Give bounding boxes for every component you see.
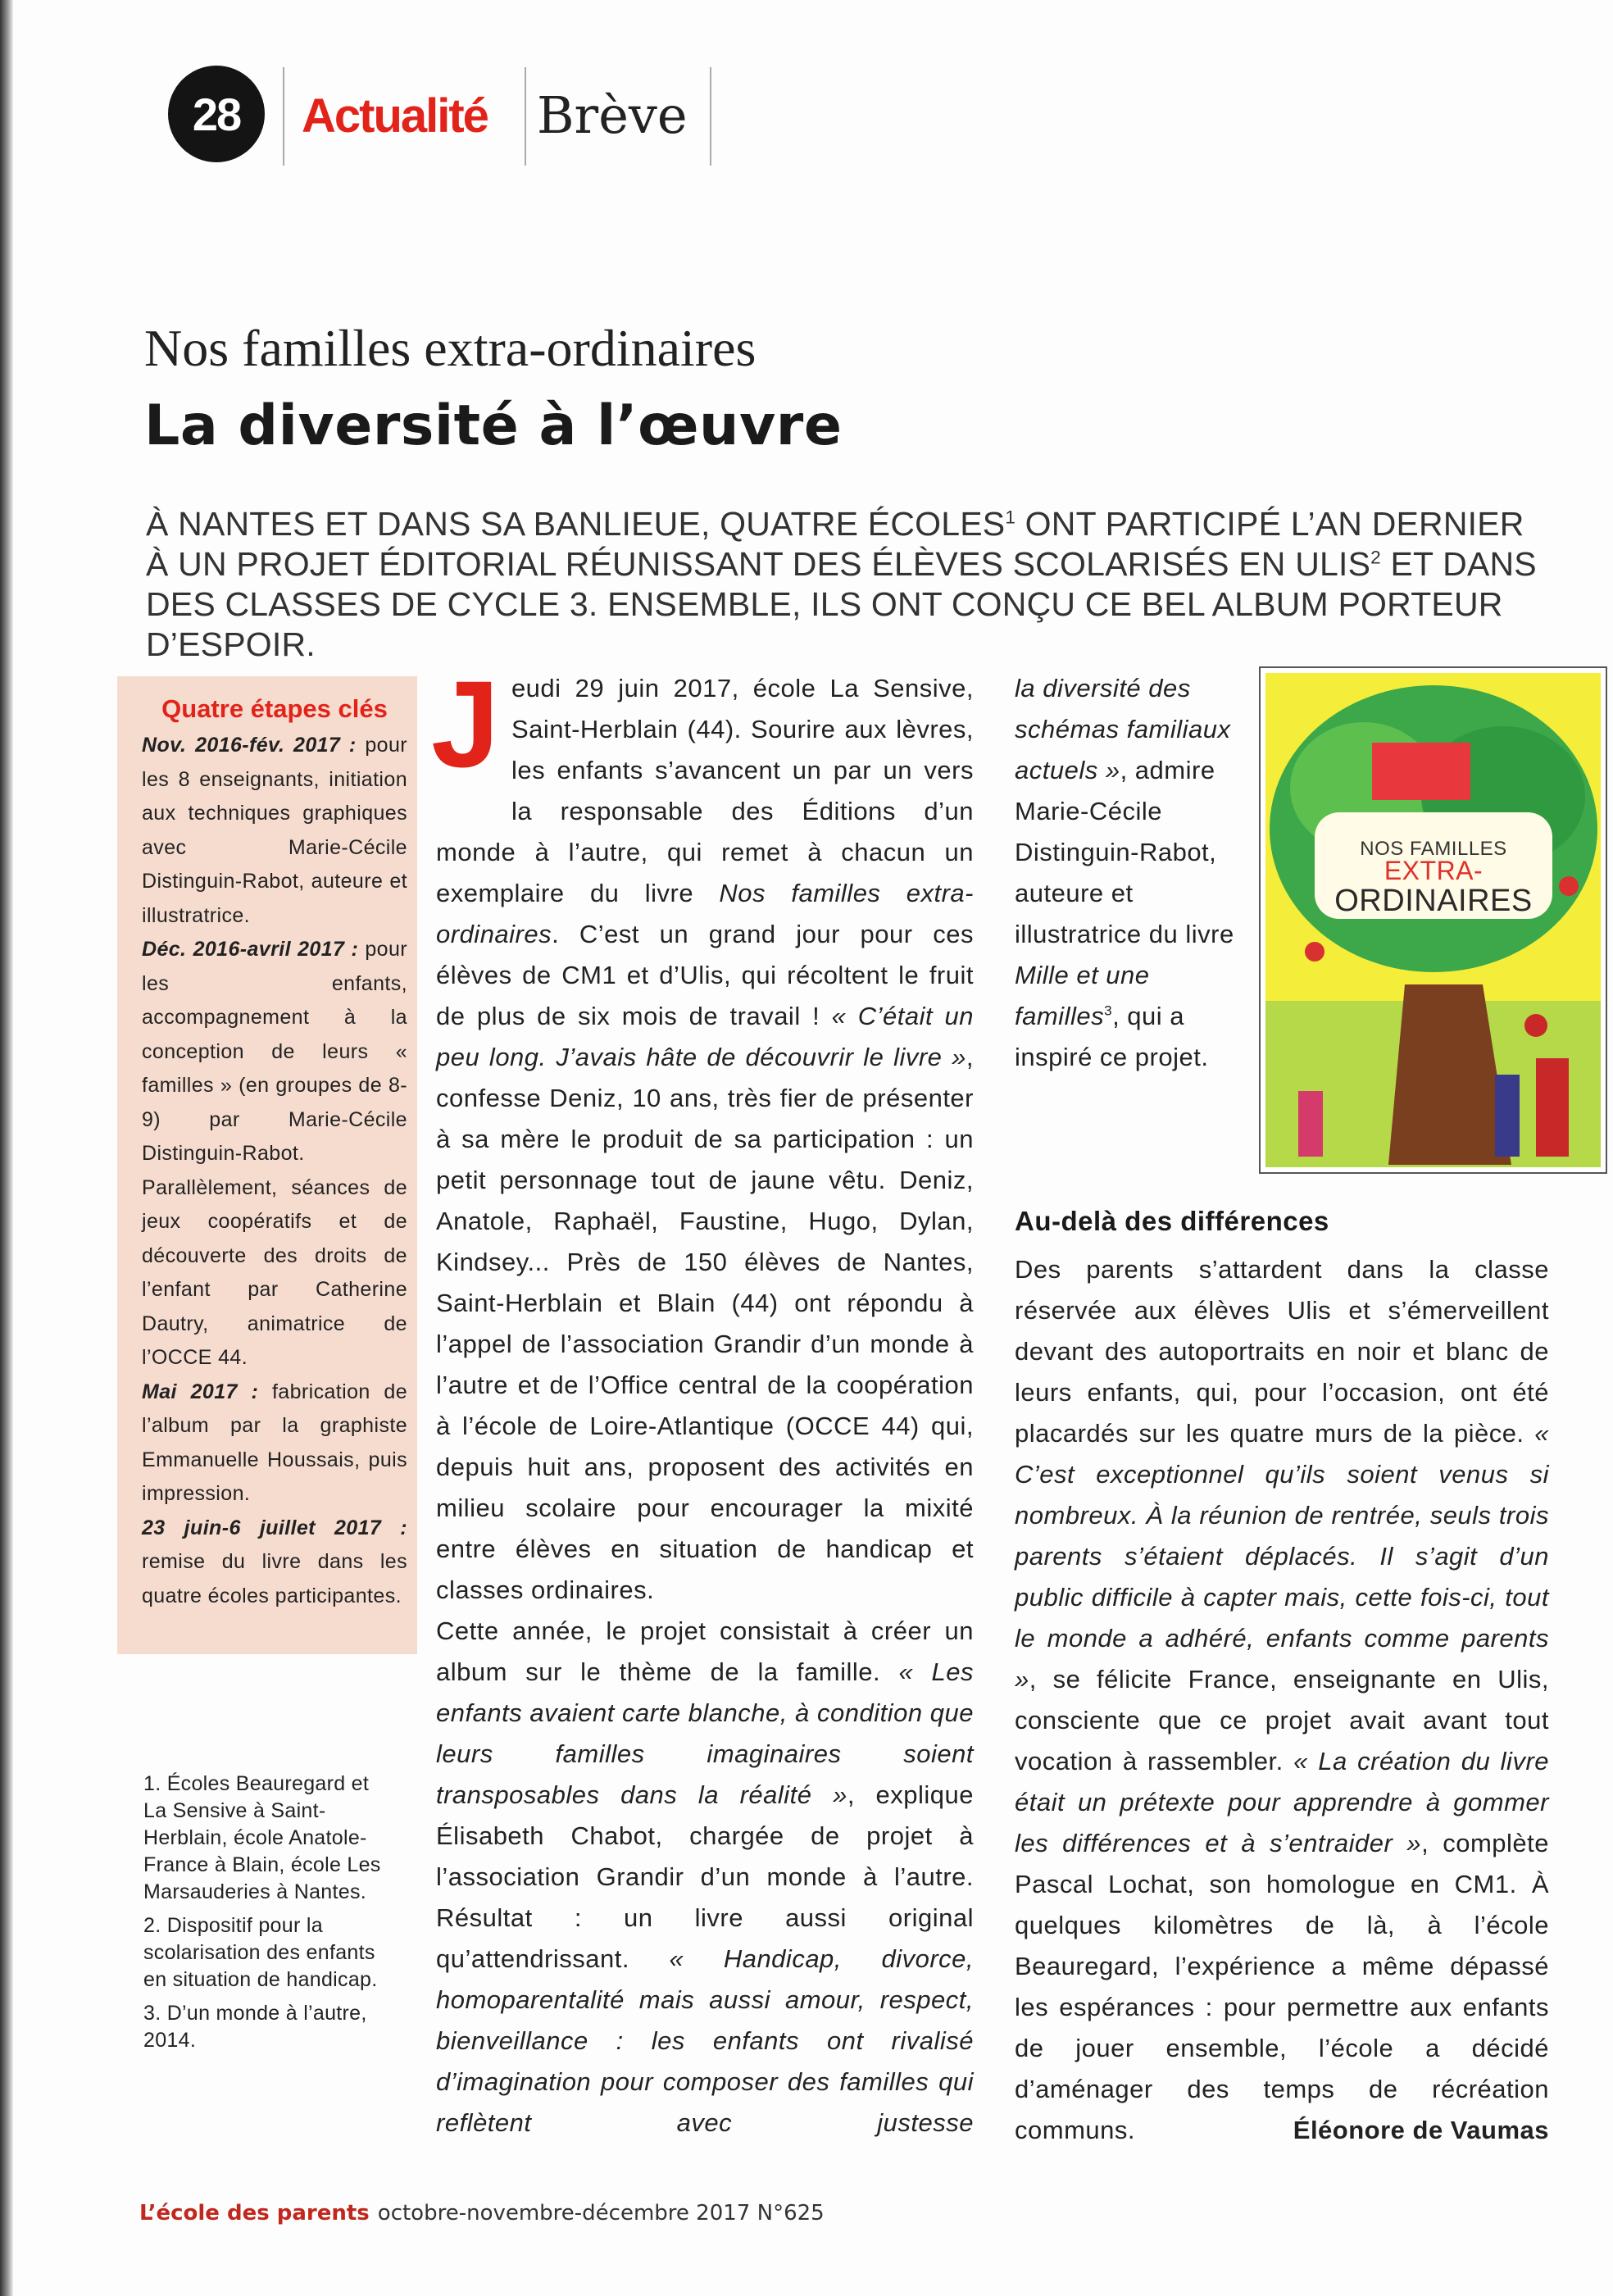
section-heading: Au-delà des différences: [1015, 1206, 1329, 1236]
text-run: eudi 29 juin 2017, école La Sensive, Saint-Herblain (44). Sourire aux lèvres, les enfants s’avancent un par un vers la responsable des Éditions d’un monde à l’autre, qui remet à chacun un exemplaire du livre: [436, 674, 974, 907]
step-date: 23 juin-6 juillet 2017 :: [142, 1516, 407, 1539]
article-lede: [146, 504, 1539, 665]
magazine-name: L’école des parents: [139, 2201, 370, 2226]
divider: [283, 67, 284, 166]
footnote: 2. Dispositif pour la scolarisation des enfants en situation de handicap.: [143, 1914, 378, 1991]
step-text: remise du livre dans les quatre écoles participantes.: [142, 1550, 407, 1607]
page-number-badge: 28: [168, 66, 265, 162]
quote-text: « Handicap, divorce, homoparentalité mais aussi amour, respect, bienveillance : les enfants ont rivalisé d’imagination pour composer des familles qui reflètent avec justesse: [436, 1944, 974, 2137]
paragraph-text: [1015, 1255, 1549, 2144]
paragraph: [436, 668, 974, 1611]
quote-text: Nos familles extra-ordinaires: [436, 879, 974, 948]
divider: [525, 67, 526, 166]
step-date: Mai 2017 :: [142, 1380, 259, 1403]
article-title: La diversité à l’œuvre: [144, 393, 843, 458]
book-cover-illustration: [1265, 673, 1601, 1167]
text-run: , se félicite France, enseignante en Ulis, consciente que ce projet avait avant tout vocation à rassembler.: [1015, 1665, 1549, 1775]
text-run: ET DANS DES CLASSES DE CYCLE 3. ENSEMBLE, ILS ONT CONÇU CE BEL ALBUM PORTEUR D’ESPOIR.: [146, 545, 1537, 663]
scan-edge: [0, 0, 13, 2296]
text-run: , complète Pascal Lochat, son homologue en CM1. À quelques kilomètres de là, à l’école Beauregard, l’expérience a même dépassé les espérances : pour permettre aux enfants de jouer ensemble, l’école a décidé d’aménager des temps de récréation communs.: [1015, 1829, 1550, 2144]
quote-text: Mille et une familles: [1015, 961, 1150, 1030]
cover-title-1: NOS FAMILLES: [1360, 838, 1507, 860]
drop-cap: J: [431, 655, 500, 793]
issue-info: octobre-novembre-décembre 2017 N°625: [377, 2201, 825, 2226]
sidebar-title: Quatre étapes clés: [161, 694, 388, 723]
step-text: fabrication de l’album par la graphiste Emmanuelle Houssais, puis impression.: [142, 1380, 407, 1505]
text-run: . C’est un grand jour pour ces élèves de CM1 et d’Ulis, qui récoltent le fruit de plus de six mois de travail !: [436, 920, 974, 1030]
page-footer: [139, 2201, 825, 2226]
footnotes: [143, 1771, 389, 2054]
left-column: [117, 676, 417, 2061]
author-signature: Éléonore de Vaumas: [1293, 2116, 1549, 2144]
footnote-ref: 2: [1370, 547, 1381, 568]
quote-text: « C’était un peu long. J’avais hâte de découvrir le livre »: [436, 1002, 974, 1071]
paragraph: [1015, 1249, 1549, 2151]
text-run: Cette année, le projet consistait à créer un album sur le thème de la famille.: [436, 1616, 974, 1686]
step-date: Nov. 2016-fév. 2017 :: [142, 734, 357, 757]
sidebar-key-steps: [117, 676, 417, 1654]
text-run: , confesse Deniz, 10 ans, très fier de présenter à sa mère le produit de sa participation : un petit personnage tout de jaune vêtu. Deniz, Anatole, Raphaël, Faustine, Hugo, Dylan, Kindsey... Près de 150 élèves de Nantes, Saint-Herblain et Blain (44) ont répondu à l’appel de l’association Grandir d’un monde à l’autre et de l’Office central de la coopération à l’école de Loire-Atlantique (OCCE 44) qui, depuis huit ans, proposent des activités en milieu scolaire pour encourager la mixité entre élèves en situation de handicap et classes ordinaires.: [436, 1043, 974, 1604]
step-text: pour les enfants, accompagnement à la conception de leurs « familles » (en groupes de 8-9) par Marie-Cécile Distinguin-Rabot. Parallèlement, séances de jeux coopératifs et de découverte des droits de l’enfant par Catherine Dautry, animatrice de l’OCCE 44.: [142, 938, 407, 1369]
footnote-ref: 3: [1104, 1003, 1113, 1019]
step-date: Déc. 2016-avril 2017 :: [142, 938, 359, 961]
sidebar-steps: [142, 729, 407, 1613]
article-kicker-title: Nos familles extra-ordinaires: [144, 319, 757, 377]
quote-text: « Les enfants avaient carte blanche, à condition que leurs familles imaginaires soient transposables dans la réalité »: [436, 1657, 974, 1809]
footnote: 3. D’un monde à l’autre, 2014.: [143, 2002, 367, 2052]
divider: [710, 67, 711, 166]
footnote-ref: 1: [1005, 507, 1016, 528]
quote-text: la diversité des schémas familiaux actuels »: [1015, 674, 1231, 784]
quote-text: « C’est exceptionnel qu’ils soient venus si nombreux. À la réunion de rentrée, seuls trois parents s’étaient déplacés. Il s’agit d’un public difficile à capter mais, cette fois-ci, tout le monde a adhéré, enfants comme parents »: [1015, 1419, 1549, 1694]
text-run: , admire Marie-Cécile Distinguin-Rabot, auteure et illustratrice du livre: [1015, 756, 1234, 948]
text-run: ONT PARTICIPÉ L’AN DERNIER À UN PROJET ÉDITORIAL RÉUNISSANT DES ÉLÈVES SCOLARISÉS EN ULIS: [146, 505, 1524, 583]
text-run: , qui a inspiré ce projet.: [1015, 1002, 1209, 1071]
text-run: À NANTES ET DANS SA BANLIEUE, QUATRE ÉCOLES: [146, 505, 1006, 543]
body-column-3: [1015, 668, 1549, 2151]
text-run: , explique Élisabeth Chabot, chargée de projet à l’association Grandir d’un monde à l’autre. Résultat : un livre aussi original qu’attendrissant.: [436, 1780, 974, 1973]
book-cover-image: [1259, 666, 1607, 1174]
section-rubric: Actualité: [302, 89, 488, 143]
footnote: 1. Écoles Beauregard et La Sensive à Saint-Herblain, école Anatole-France à Blain, école Les Marsauderies à Nantes.: [143, 1772, 381, 1903]
body-column-2: [431, 655, 974, 2144]
cover-title-2: EXTRA-: [1384, 856, 1484, 885]
section-subrubric: Brève: [537, 85, 688, 145]
cover-title-3: ORDINAIRES: [1334, 884, 1533, 918]
text-run: Des parents s’attardent dans la classe réservée aux élèves Ulis et s’émerveillent devant des autoportraits en noir et blanc de leurs enfants, qui, pour l’occasion, ont été placardés sur les quatre murs de la pièce.: [1015, 1255, 1549, 1448]
step-text: pour les 8 enseignants, initiation aux techniques graphiques avec Marie-Cécile Distinguin-Rabot, auteure et illustratrice.: [142, 734, 407, 927]
paragraph: [436, 1611, 974, 2144]
quote-text: « La création du livre était un prétexte pour apprendre à gommer les différences et à s’entraider »: [1015, 1747, 1550, 1857]
